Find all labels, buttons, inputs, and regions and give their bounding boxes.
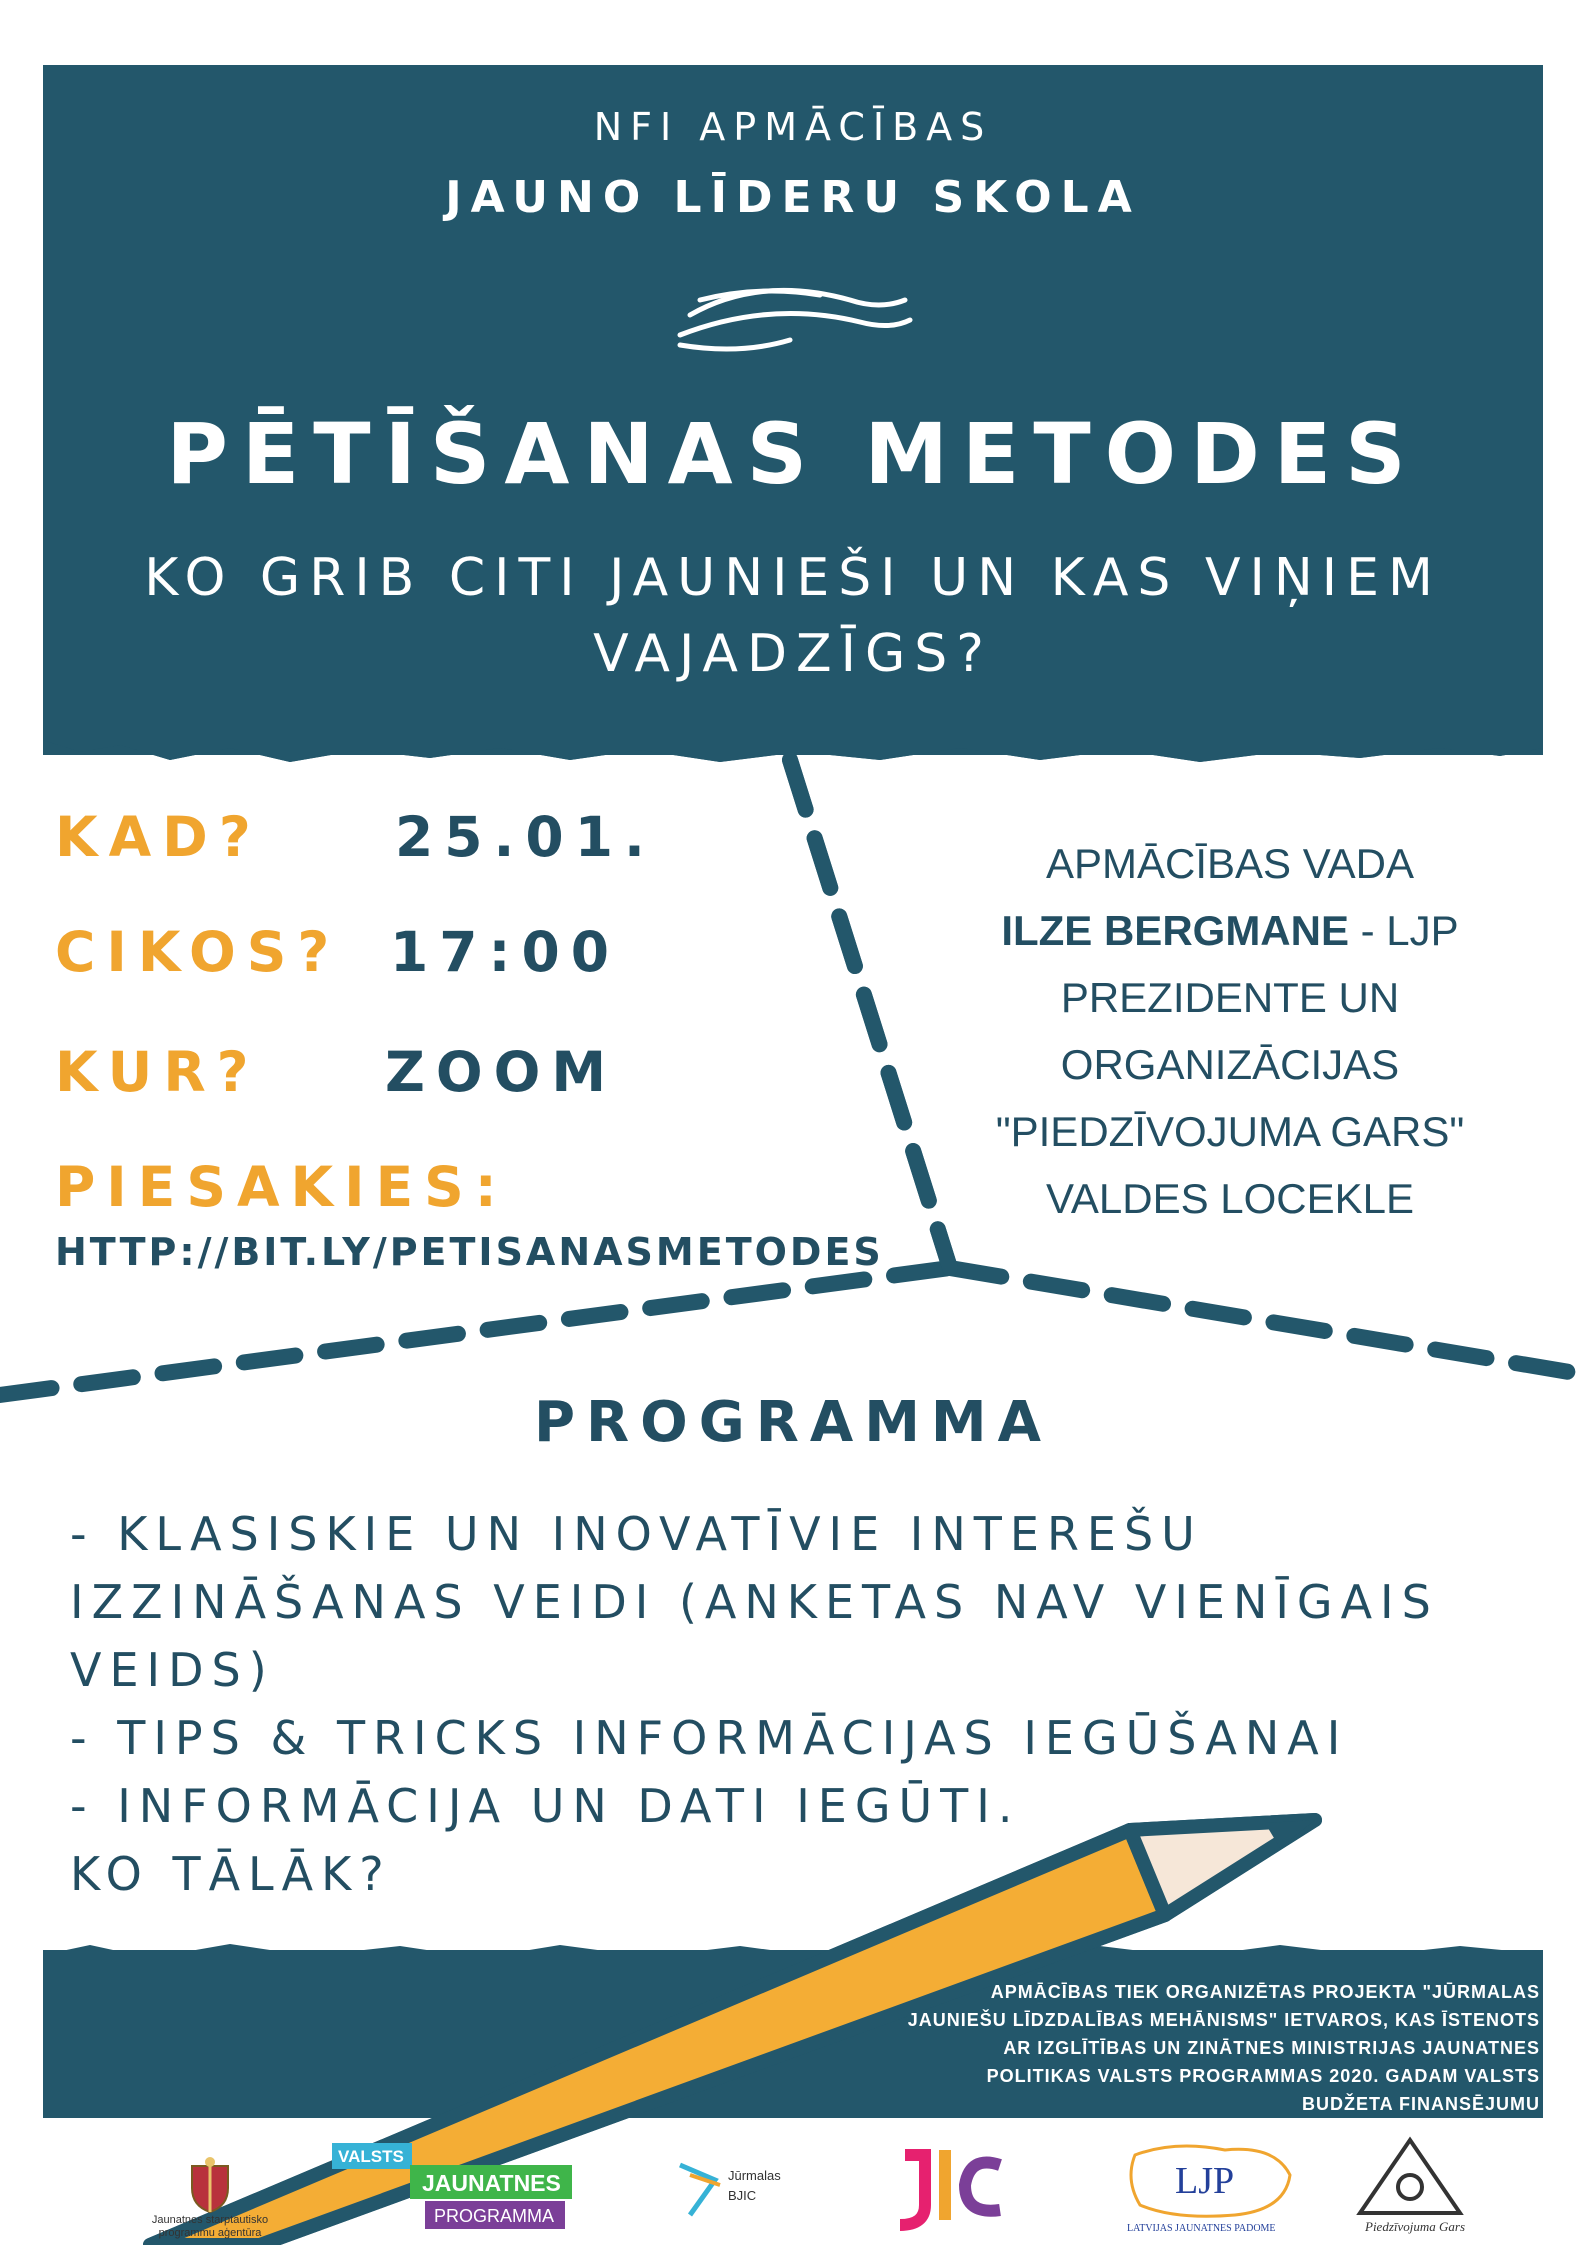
page-title: PĒTĪŠANAS METODES <box>166 405 1420 503</box>
signup-link[interactable]: HTTP://BIT.LY/PETISANASMETODES <box>55 1230 884 1274</box>
time-label: CIKOS? <box>55 920 341 984</box>
piedzivojuma-gars-logo <box>1335 2130 1485 2240</box>
bjic-mark <box>670 2145 810 2225</box>
time-value: 17:00 <box>390 920 621 984</box>
trainer-name-suffix: - LJP <box>1348 907 1459 954</box>
when-value: 25.01. <box>395 805 656 869</box>
coat-of-arms-icon <box>186 2156 234 2214</box>
agency-logo <box>120 2130 300 2240</box>
bjic-text-1: Jūrmalas <box>728 2168 781 2183</box>
bjic-logo <box>670 2130 810 2240</box>
header-line-2: JAUNO LĪDERU SKOLA <box>445 172 1141 223</box>
agency-caption-2: programmu aģentūra <box>158 2227 262 2239</box>
trainer-line-4: ORGANIZĀCIJAS <box>1060 1041 1400 1088</box>
ljp-caption: LATVIJAS JAUNATNES PADOME <box>1127 2223 1276 2234</box>
program-title: PROGRAMMA <box>534 1390 1052 1455</box>
program-item: - INFORMĀCIJA UN DATI IEGŪTI. <box>70 1779 1021 1833</box>
agency-caption-1: Jaunatnes starptautisko <box>151 2214 269 2226</box>
trainer-name: ILZE BERGMANE <box>1001 907 1349 954</box>
signup-label: PIESAKIES: <box>55 1155 508 1219</box>
program-item: - TIPS & TRICKS INFORMĀCIJAS IEGŪŠANAI <box>70 1711 1349 1765</box>
programma-badge <box>330 2135 580 2235</box>
page-subtitle: KO GRIB CITI JAUNIEŠI UN KAS VIŅIEM VAJADZĪGS? <box>144 548 1442 684</box>
funding-note <box>850 1978 1540 2118</box>
program-item: KO TĀLĀK? <box>70 1847 392 1901</box>
program-list <box>70 1500 1540 1908</box>
trainer-line-5: "PIEDZĪVOJUMA GARS" <box>995 1108 1465 1155</box>
ljp-logo <box>1115 2130 1305 2240</box>
logo-valsts: VALSTS <box>338 2147 404 2166</box>
where-label: KUR? <box>55 1040 260 1104</box>
funding-line: BUDŽETA FINANSĒJUMU <box>1302 2094 1540 2114</box>
ljp-mark <box>1115 2135 1305 2235</box>
jic-mark <box>885 2135 1015 2235</box>
bjic-text-2: BJIC <box>728 2188 757 2203</box>
ljp-text: LJP <box>1175 2160 1235 2202</box>
trainer-line-1: APMĀCĪBAS VADA <box>1046 840 1414 887</box>
when-label: KAD? <box>55 805 262 869</box>
funding-line: JAUNIEŠU LĪDZDALĪBAS MEHĀNISMS" IETVAROS, KAS ĪSTENOTS <box>907 2010 1540 2030</box>
trainer-line-6: VALDES LOCEKLE <box>1045 1175 1415 1222</box>
funding-line: POLITIKAS VALSTS PROGRAMMAS 2020. GADAM VALSTS <box>986 2066 1540 2086</box>
trainer-info <box>930 830 1530 1232</box>
program-item: - KLASISKIE UN INOVATĪVIE INTEREŠU IZZINĀŠANAS VEIDI (ANKETAS NAV VIENĪGAIS VEIDS) <box>70 1507 1439 1697</box>
logo-jaunatnes: JAUNATNES <box>422 2170 561 2196</box>
funding-line: APMĀCĪBAS TIEK ORGANIZĒTAS PROJEKTA "JŪRMALAS <box>990 1982 1540 2002</box>
pg-mark <box>1335 2135 1485 2235</box>
logo-programma: PROGRAMMA <box>434 2206 555 2226</box>
where-value: ZOOM <box>385 1040 618 1104</box>
pg-caption: Piedzīvojuma Gars <box>1365 2219 1466 2234</box>
jaunatnes-programma-logo <box>330 2130 580 2240</box>
header-line-1: NFI APMĀCĪBAS <box>593 105 993 149</box>
funding-line: AR IZGLĪTĪBAS UN ZINĀTNES MINISTRIJAS JAUNATNES <box>1003 2038 1540 2058</box>
trainer-line-3: PREZIDENTE UN <box>1060 974 1400 1021</box>
jic-logo <box>880 2130 1020 2240</box>
trainer-name-line <box>930 897 1530 964</box>
